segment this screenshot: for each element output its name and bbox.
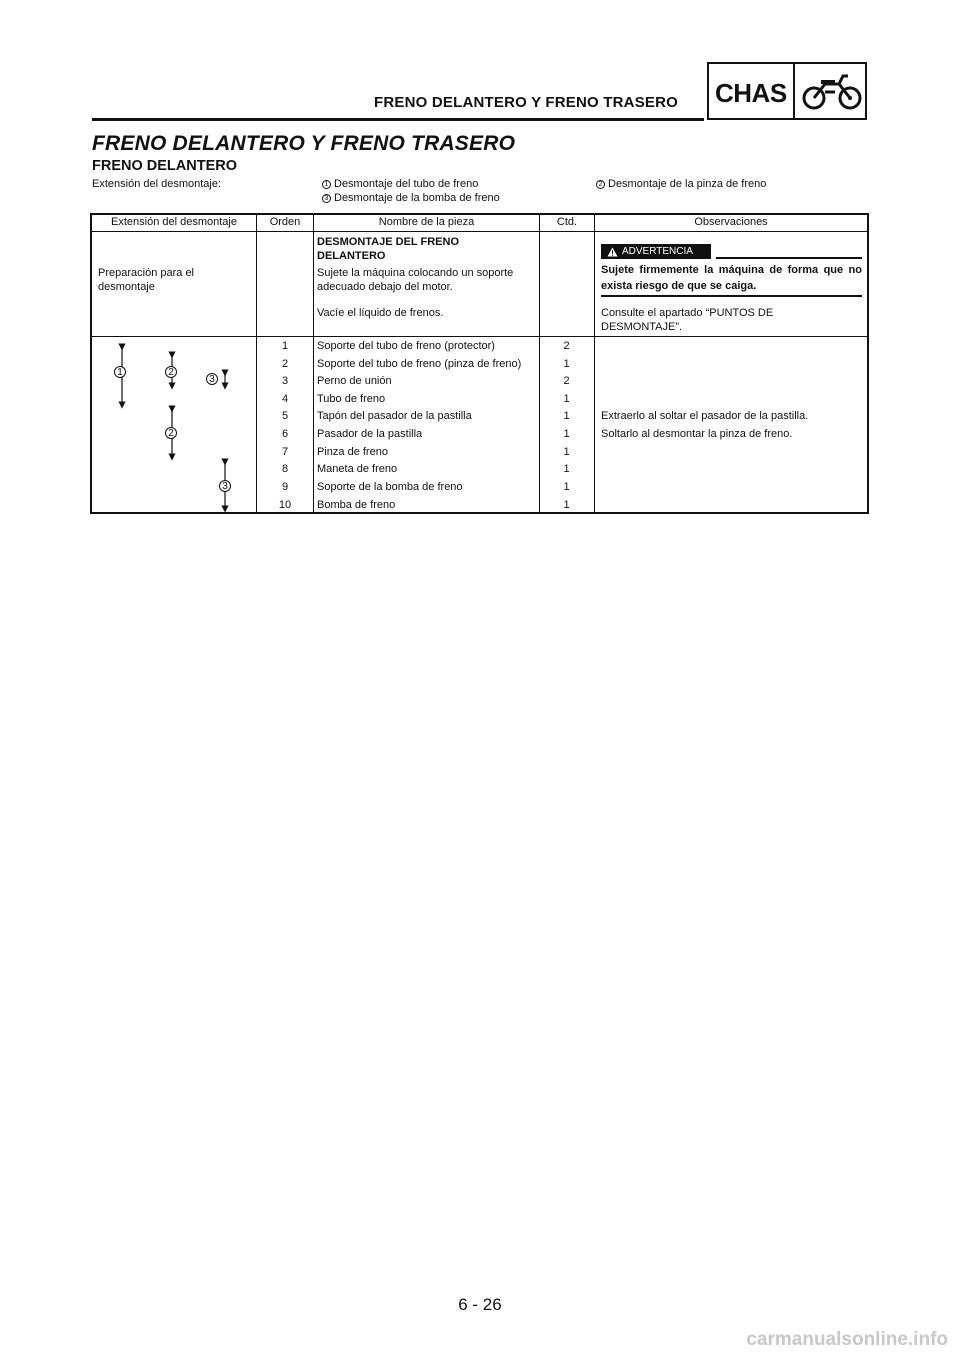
extent-marker-1: 1 — [114, 366, 126, 378]
extent-marker-5: 3 — [219, 480, 231, 492]
part-notes: Soltarlo al desmontar la pinza de freno. — [601, 428, 793, 440]
extent-item-1 — [322, 178, 478, 190]
extent-arrows — [92, 337, 256, 512]
section-badge — [707, 62, 867, 120]
extent-marker-3: 3 — [206, 373, 218, 385]
extent-marker-2: 2 — [165, 366, 177, 378]
part-qty: 1 — [563, 498, 570, 511]
part-name: Bomba de freno — [317, 498, 396, 511]
header-notes: Observaciones — [694, 216, 768, 228]
part-qty: 1 — [563, 357, 570, 370]
page-number: 6 - 26 — [458, 1295, 502, 1314]
part-name: Pasador de la pastilla — [317, 428, 423, 440]
header-row-divider — [92, 231, 867, 232]
warning-icon — [607, 247, 618, 257]
part-order: 10 — [278, 498, 292, 511]
badge-divider — [793, 64, 795, 118]
prep-step2: Vacíe el líquido de frenos. — [317, 307, 444, 319]
part-order: 8 — [281, 463, 289, 475]
prep-heading-line2: DELANTERO — [317, 250, 386, 262]
prep-extent-line1: Preparación para el — [98, 267, 195, 279]
extent-item-3 — [322, 192, 500, 204]
part-name: Soporte de la bomba de freno — [317, 481, 463, 493]
prep-step1-line2: adecuado debajo del motor. — [317, 281, 453, 293]
warning-rule-bottom — [601, 295, 862, 297]
extent-item-1-number: 1 — [322, 180, 331, 189]
extent-item-2-text: Desmontaje de la pinza de freno — [608, 178, 767, 190]
part-qty: 1 — [563, 445, 570, 458]
extent-item-1-text: Desmontaje del tubo de freno — [334, 178, 479, 190]
running-title: FRENO DELANTERO Y FRENO TRASERO — [374, 94, 679, 111]
part-order: 6 — [281, 428, 289, 440]
warning-text: Sujete firmemente la máquina de forma que no exista riesgo de que se caiga. — [601, 264, 862, 292]
part-qty: 1 — [563, 392, 570, 405]
part-name: Soporte del tubo de freno (pinza de freno) — [317, 357, 522, 370]
extent-item-3-text: Desmontaje de la bomba de freno — [334, 192, 500, 204]
extent-label: Extensión del desmontaje: — [92, 178, 222, 190]
header-extent: Extensión del desmontaje — [111, 216, 237, 228]
prep-step1-line1: Sujete la máquina colocando un soporte — [317, 267, 514, 279]
part-order: 4 — [281, 392, 289, 405]
part-name: Soporte del tubo de freno (protector) — [317, 340, 495, 352]
warning-rule-top — [716, 257, 862, 259]
part-order: 7 — [281, 445, 289, 458]
prep-heading-line1: DESMONTAJE DEL FRENO — [317, 236, 459, 248]
part-order: 5 — [281, 410, 289, 422]
part-order: 9 — [281, 481, 289, 493]
warning-badge — [601, 244, 711, 259]
part-qty: 1 — [563, 428, 570, 440]
part-name: Pinza de freno — [317, 445, 388, 458]
header-qty: Ctd. — [556, 216, 578, 228]
prep-notes-line2: DESMONTAJE”. — [601, 321, 683, 333]
motorcycle-icon — [801, 72, 863, 112]
extent-item-2-number: 2 — [596, 180, 605, 189]
page-title: FRENO DELANTERO Y FRENO TRASERO — [92, 132, 516, 155]
prep-notes-line1: Consulte el apartado “PUNTOS DE — [601, 307, 774, 319]
header-order: Orden — [269, 216, 301, 228]
part-name: Tubo de freno — [317, 392, 386, 405]
part-notes: Extraerlo al soltar el pasador de la pastilla. — [601, 410, 809, 422]
part-qty: 2 — [563, 340, 570, 352]
part-qty: 1 — [563, 481, 570, 493]
part-name: Tapón del pasador de la pastilla — [317, 410, 472, 422]
watermark: carmanualsonline.info — [746, 1329, 948, 1350]
header-rule — [92, 118, 704, 121]
part-qty: 1 — [563, 463, 570, 475]
part-qty: 1 — [563, 410, 570, 422]
part-qty: 2 — [563, 375, 570, 387]
part-name: Maneta de freno — [317, 463, 398, 475]
part-order: 3 — [281, 375, 289, 387]
header-part-name: Nombre de la pieza — [378, 216, 475, 228]
section-subtitle: FRENO DELANTERO — [92, 158, 237, 174]
part-order: 2 — [281, 357, 289, 370]
part-name: Perno de unión — [317, 375, 392, 387]
extent-marker-4: 2 — [165, 427, 177, 439]
section-badge-label: CHAS — [715, 78, 787, 108]
col-divider-4 — [594, 215, 595, 512]
col-divider-2 — [313, 215, 314, 512]
extent-item-3-number: 3 — [322, 194, 331, 203]
extent-item-2 — [596, 178, 766, 190]
part-order: 1 — [281, 340, 289, 352]
warning-label: ADVERTENCIA — [622, 246, 693, 257]
prep-extent-line2: desmontaje — [98, 281, 155, 293]
